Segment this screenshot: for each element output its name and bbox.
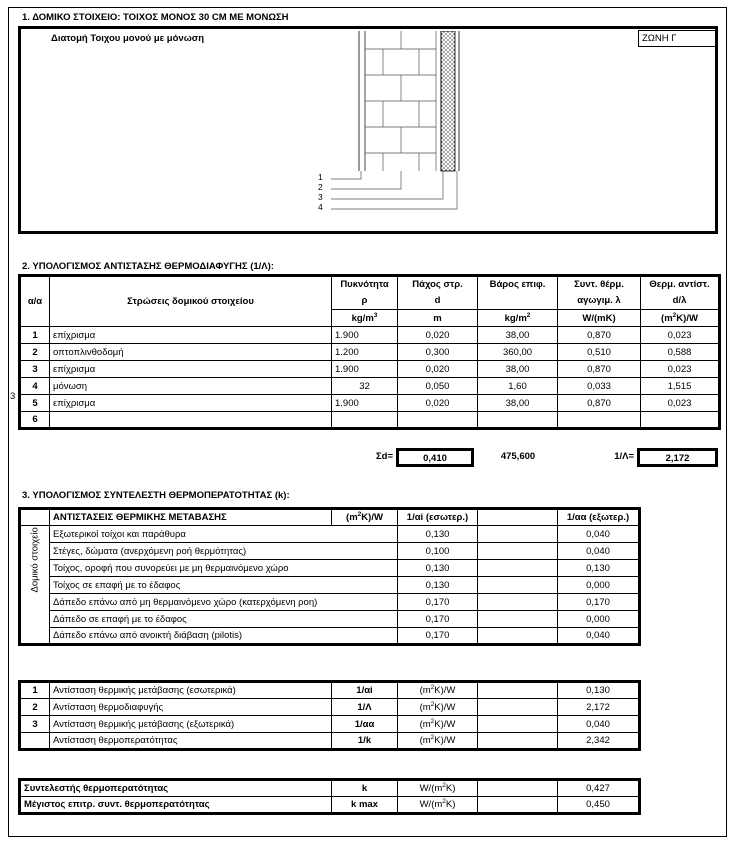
layer-row: [20, 327, 720, 344]
calc-value: 0,130: [558, 682, 640, 699]
layer-weight: 38,00: [478, 361, 558, 378]
layer-thickness: 0,020: [398, 327, 478, 344]
calc-symbol: 1/αi: [332, 682, 398, 699]
header-conductivity: Συντ. θέρμ.: [558, 276, 641, 293]
layer-row: [20, 378, 720, 395]
final-symbol: k: [332, 780, 398, 797]
header-thickness-unit: m: [398, 310, 478, 327]
layer-thickness: 0,020: [398, 361, 478, 378]
transition-ai: 0,100: [398, 543, 478, 560]
layer-density: [332, 412, 398, 429]
transition-name: Εξωτερικοί τοίχοι και παράθυρα: [50, 526, 332, 543]
final-unit: $W/(m^2K)$: [398, 780, 478, 797]
transition-ai: 0,130: [398, 577, 478, 594]
drawing-box: [18, 26, 718, 234]
layer-resistance: 0,588: [641, 344, 720, 361]
header-density-unit: $kg/m^3$: [332, 310, 398, 327]
layer-name: επίχρισμα: [50, 395, 332, 412]
transition-ai: 0,130: [398, 560, 478, 577]
header-conductivity-unit: W/(mK): [558, 310, 641, 327]
layer-name: επίχρισμα: [50, 361, 332, 378]
layer-name: επίχρισμα: [50, 327, 332, 344]
layer-name: μόνωση: [50, 378, 332, 395]
layer-number: 3: [20, 361, 50, 378]
layer-row: [20, 344, 720, 361]
transition-row: [20, 560, 640, 577]
final-row: [20, 797, 640, 814]
transition-aa: 0,040: [558, 543, 640, 560]
transition-header-row: [20, 509, 640, 526]
calc-number: 3: [20, 716, 50, 733]
transition-name: Δάπεδο σε επαφή με το έδαφος: [50, 611, 332, 628]
layer-conductivity: 0,510: [558, 344, 641, 361]
layer-row: [20, 412, 720, 429]
sum-w-value: 475,600: [500, 451, 536, 462]
layer-density: 1.900: [332, 395, 398, 412]
transition-aa: 0,000: [558, 611, 640, 628]
layer-conductivity: 0,870: [558, 361, 641, 378]
sums-row: [18, 448, 718, 468]
header-layers: Στρώσεις δομικού στοιχείου: [50, 276, 332, 327]
layer-thickness: 0,300: [398, 344, 478, 361]
transition-ai: 0,170: [398, 628, 478, 645]
inv-lambda-value: 2,172: [637, 448, 718, 467]
layer-weight: 360,00: [478, 344, 558, 361]
layer-weight: 1,60: [478, 378, 558, 395]
final-value: 0,450: [558, 797, 640, 814]
header-density: Πυκνότητα: [332, 276, 398, 293]
layer-labels: [318, 172, 323, 212]
calc-unit: $(m^2K)/W$: [398, 733, 478, 750]
final-row: [20, 780, 640, 797]
side-mark: 3: [10, 391, 16, 402]
sum-d-value: 0,410: [396, 448, 474, 467]
final-unit: $W/(m^2K)$: [398, 797, 478, 814]
section3-title: 3. ΥΠΟΛΟΓΙΣΜΟΣ ΣΥΝΤΕΛΕΣΤΗ ΘΕΡΜΟΠΕΡΑΤΟΤΗΤΑΣ (k):: [22, 490, 290, 501]
layer-row: [20, 395, 720, 412]
layer-thickness: 0,020: [398, 395, 478, 412]
header-weight-unit: $kg/m^2$: [478, 310, 558, 327]
header-resistance: Θερμ. αντίστ.: [641, 276, 720, 293]
layers-header-row-1: [20, 276, 720, 293]
calc-value: 0,040: [558, 716, 640, 733]
layer-resistance: 1,515: [641, 378, 720, 395]
header-conductivity-sym: αγωγιμ. λ: [558, 293, 641, 310]
calc-number: 2: [20, 699, 50, 716]
calc-row: [20, 733, 640, 750]
transition-name: Τοίχος σε επαφή με το έδαφος: [50, 577, 332, 594]
layer-label-2: 2: [318, 182, 323, 192]
transition-name: Στέγες, δώματα (ανερχόμενη ροή θερμότητας): [50, 543, 332, 560]
transition-aa: 0,040: [558, 628, 640, 645]
section2-title: 2. ΥΠΟΛΟΓΙΣΜΟΣ ΑΝΤΙΣΤΑΣΗΣ ΘΕΡΜΟΔΙΑΦΥΓΗΣ (1/Λ):: [22, 261, 274, 272]
calc-symbol: 1/Λ: [332, 699, 398, 716]
layer-label-4: 4: [318, 202, 323, 212]
calc-row: [20, 699, 640, 716]
layer-conductivity: 0,033: [558, 378, 641, 395]
layer-number: 1: [20, 327, 50, 344]
calc-symbol: 1/k: [332, 733, 398, 750]
header-weight: Βάρος επιφ.: [478, 276, 558, 293]
calc-value: 2,172: [558, 699, 640, 716]
layer-weight: 38,00: [478, 327, 558, 344]
calc-name: Αντίσταση θερμικής μετάβασης (εσωτερικά): [50, 682, 332, 699]
layer-row: [20, 361, 720, 378]
layer-number: 6: [20, 412, 50, 429]
layer-resistance: 0,023: [641, 395, 720, 412]
calc-name: Αντίσταση θερμικής μετάβασης (εξωτερικά): [50, 716, 332, 733]
transition-row: [20, 594, 640, 611]
transition-aa: 0,000: [558, 577, 640, 594]
final-symbol: k max: [332, 797, 398, 814]
calc-unit: $(m^2K)/W$: [398, 716, 478, 733]
calc-name: Αντίσταση θερμοδιαφυγής: [50, 699, 332, 716]
layer-density: 32: [332, 378, 398, 395]
transition-row: [20, 543, 640, 560]
calc-table: [18, 680, 641, 751]
layer-number: 4: [20, 378, 50, 395]
transition-aa: 0,170: [558, 594, 640, 611]
layers-table: [18, 274, 721, 430]
layer-name: [50, 412, 332, 429]
layer-name: οπτοπλινθοδομή: [50, 344, 332, 361]
header-resistance-sym: d/λ: [641, 293, 720, 310]
transition-row: [20, 526, 640, 543]
transition-name: Δάπεδο επάνω από μη θερμαινόμενο χώρο (κατερχόμενη ροη): [50, 594, 332, 611]
transition-ai: 0,170: [398, 611, 478, 628]
calc-row: [20, 682, 640, 699]
vertical-label: [20, 526, 50, 645]
calc-unit: $(m^2K)/W$: [398, 699, 478, 716]
transition-ai: 0,170: [398, 594, 478, 611]
layer-resistance: [641, 412, 720, 429]
calc-symbol: 1/αα: [332, 716, 398, 733]
transition-aa: 0,130: [558, 560, 640, 577]
final-name: Μέγιστος επιτρ. συντ. θερμοπερατότητας: [20, 797, 332, 814]
final-table: [18, 778, 641, 815]
layer-conductivity: 0,870: [558, 327, 641, 344]
transition-header: ΑΝΤΙΣΤΑΣΕΙΣ ΘΕΡΜΙΚΗΣ ΜΕΤΑΒΑΣΗΣ: [50, 509, 332, 526]
layer-thickness: 0,050: [398, 378, 478, 395]
transition-row: [20, 611, 640, 628]
transition-aa: 0,040: [558, 526, 640, 543]
layer-density: 1.200: [332, 344, 398, 361]
calc-number: 1: [20, 682, 50, 699]
transition-unit: $(m^2K)/W$: [332, 509, 398, 526]
layer-density: 1.900: [332, 327, 398, 344]
final-value: 0,427: [558, 780, 640, 797]
col-ai-header: 1/αi (εσωτερ.): [398, 509, 478, 526]
layer-label-3: 3: [318, 192, 323, 202]
section1-title: 1. ΔΟΜΙΚΟ ΣΤΟΙΧΕΙΟ: ΤΟΙΧΟΣ ΜΟΝΟΣ 30 CM ΜΕ ΜΟΝΩΣΗ: [22, 12, 289, 23]
vertical-label-text: Δομικό στοιχείο: [29, 527, 41, 593]
header-resistance-unit: $(m^2K)/W$: [641, 310, 720, 327]
header-aa: α/α: [20, 276, 50, 327]
final-name: Συντελεστής θερμοπερατότητας: [20, 780, 332, 797]
layer-resistance: 0,023: [641, 327, 720, 344]
layer-number: 2: [20, 344, 50, 361]
col-aa-header: 1/αα (εξωτερ.): [558, 509, 640, 526]
layer-number: 5: [20, 395, 50, 412]
transition-row: [20, 577, 640, 594]
layer-resistance: 0,023: [641, 361, 720, 378]
layer-conductivity: [558, 412, 641, 429]
layer-label-1: 1: [318, 172, 323, 182]
drawing-caption: Διατομή Τοιχου μονού με μόνωση: [51, 33, 205, 44]
header-thickness-sym: d: [398, 293, 478, 310]
inv-lambda-label: 1/Λ=: [614, 451, 634, 462]
transition-row: [20, 628, 640, 645]
calc-unit: $(m^2K)/W$: [398, 682, 478, 699]
sum-d-label: Σd=: [375, 451, 393, 462]
zone-label: ΖΩΝΗ Γ: [638, 30, 717, 47]
transition-name: Δάπεδο επάνω από ανοικτή διάβαση (pilotis): [50, 628, 332, 645]
transition-name: Τοίχος, οροφή που συνορεύει με μη θερμαινόμενο χώρο: [50, 560, 332, 577]
calc-name: Αντίσταση θερμοπερατότητας: [50, 733, 332, 750]
calc-row: [20, 716, 640, 733]
layer-density: 1.900: [332, 361, 398, 378]
layer-weight: 38,00: [478, 395, 558, 412]
header-density-sym: ρ: [332, 293, 398, 310]
layer-conductivity: 0,870: [558, 395, 641, 412]
header-thickness: Πάχος στρ.: [398, 276, 478, 293]
layer-thickness: [398, 412, 478, 429]
calc-number: [20, 733, 50, 750]
layer-weight: [478, 412, 558, 429]
transition-table: [18, 507, 641, 646]
calc-value: 2,342: [558, 733, 640, 750]
transition-ai: 0,130: [398, 526, 478, 543]
